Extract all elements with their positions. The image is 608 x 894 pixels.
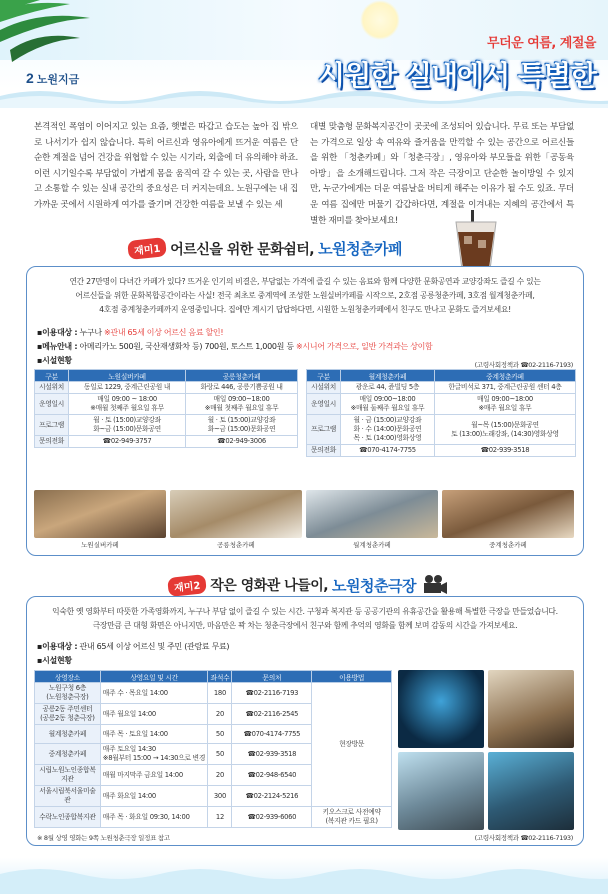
table-cell: 매주 토요일 14:30 ※8월부터 15:00 → 14:30으로 변경: [100, 744, 208, 765]
table-row-label: 공릉2동 주민센터 (공릉2동 청춘극장): [35, 704, 101, 725]
table-row: [307, 445, 576, 457]
table-cell: ☎070-4174-7755: [232, 725, 312, 744]
table-row: [35, 382, 298, 394]
table-header-row: [35, 671, 392, 683]
section2-desc-line2: 극장만큼 큰 대형 화면은 아니지만, 마음만은 꽉 차는 청춘극장에서 친구와 함께 추억의 영화를 함께 보며 감동의 시간을 가져보세요.: [92, 621, 518, 630]
table-cell: 180: [208, 683, 232, 704]
table-row-label: 수락노인종합복지관: [35, 807, 101, 828]
section2-description: [37, 605, 573, 633]
table-cell: 50: [208, 744, 232, 765]
table-header-cell: 월계청춘카페: [341, 370, 435, 382]
table-header-cell: 좌석수: [208, 671, 232, 683]
table-row-label: 노원구청 6층 (노원청춘극장): [35, 683, 101, 704]
photo-theater-4: [488, 752, 574, 830]
table-header-cell: 중계청춘카페: [434, 370, 575, 382]
table-cell: ☎02-948-6540: [232, 765, 312, 786]
table-row-label: 시립노원노인종합복지관: [35, 765, 101, 786]
table-row-label: 시설위치: [307, 382, 341, 394]
intro-right-column: 대별 맞춤형 문화복지공간이 곳곳에 조성되어 있습니다. 무료 또는 부담없는 가격으로 일상 속 여유와 즐거움을 만끽할 수 있는 공간으로 어르신들을 위한 「청춘카페」와「청춘극장」, 영유아와 부모들을 위한「공동육아방」을 소개해드립니다. 그저 작은 극장이고 단순한 놀이방일 수 있지만, 누군가에게는 더운 여름날을 버티게 해주는 이유가 될 수도 있죠. 무더운 여름 집에만 머물기 갑갑하다면, 계절을 이겨내는 지혜의 공간에서 특별한 재미를 찾아보세요!: [310, 122, 574, 226]
section1-table-right: [306, 369, 576, 457]
table-cell: 매주 월요일 14:00: [100, 704, 208, 725]
table-header-cell: 노원실버카페: [69, 370, 186, 382]
section2-target: ▪이용대상 : 관내 65세 이상 어르신 및 주민 (관람료 무료): [37, 642, 230, 651]
table-cell: 12: [208, 807, 232, 828]
table-cell: 월 · 금 (15:00)교양강좌 화 · 수 (14:00)문화공연 목 · 토 (14:00)영화상영: [341, 415, 435, 445]
table-cell: 매일 09:00~18:00 ※매월 첫째주 월요일 휴무: [186, 394, 298, 415]
section2-contact-note: (고령사회정책과 ☎02-2116-7193): [474, 834, 573, 842]
table-row: [35, 807, 392, 828]
section1-description: [37, 275, 573, 317]
table-header-row: [307, 370, 576, 382]
section2-photos: [398, 670, 574, 830]
section1-title-b: 노원청춘카페: [318, 240, 403, 258]
table-header-cell: 문의처: [232, 671, 312, 683]
table-cell: 매주 화요일 14:00: [100, 786, 208, 807]
section2-desc-line1: 익숙한 옛 영화부터 따뜻한 가족영화까지, 누구나 부담 없이 즐길 수 있는 시간. 구청과 복지관 등 공공기관의 유휴공간을 활용해 특별한 극장을 만들었습니다.: [52, 607, 558, 616]
section1-tag: 재미1: [127, 237, 167, 260]
footer-wave: [0, 858, 608, 894]
section2-tag: 재미2: [167, 574, 207, 597]
table-cell: 광운로 44, 쥰빌딩 5층: [341, 382, 435, 394]
table-cell: 화랑로 446, 공릉기쁨공원 내: [186, 382, 298, 394]
table-row-label: 문의전화: [307, 445, 341, 457]
table-cell: ☎02-2116-7193: [232, 683, 312, 704]
section2-status-label: ▪시설현황: [37, 656, 72, 665]
photo-theater-3: [398, 752, 484, 830]
section2-footnote: ※ 8월 상영 영화는 9쪽 노원청춘극장 일정표 참고: [37, 834, 170, 842]
table-cell: 20: [208, 765, 232, 786]
film-camera-icon: [422, 574, 448, 596]
page-subtitle: 무더운 여름, 계절을: [487, 36, 596, 51]
section1-photos: [34, 490, 574, 550]
section1-status-label: ▪시설현황: [37, 356, 72, 365]
table-cell: ☎070-4174-7755: [341, 445, 435, 457]
table-header-cell: 상영장소: [35, 671, 101, 683]
table-row: [307, 382, 576, 394]
table-row-label: 문의전화: [35, 436, 69, 448]
table-cell: 매일 09:00 ~ 18:00 ※매월 첫째주 월요일 휴무: [69, 394, 186, 415]
table-cell: 매일 09:00~18:00 ※매월 둘째주 월요일 휴무: [341, 394, 435, 415]
table-cell: 20: [208, 704, 232, 725]
table-cell: ☎02-949-3757: [69, 436, 186, 448]
section1-desc-line2: 어르신들을 위한 문화복합공간이라는 사실! 전국 최초로 중계역에 조성한 노원실버카페를 시작으로, 2호점 공릉청춘카페, 3호점 월계청춘카페,: [75, 291, 535, 300]
section1-banner: [128, 238, 402, 259]
section-name: 노원지금: [36, 74, 80, 86]
section2-title-b: 노원청춘극장: [332, 576, 416, 595]
table-cell: ☎02-939-6060: [232, 807, 312, 828]
table-row-label: 서울시립북서울미술관: [35, 786, 101, 807]
section-number: 2 노원지금: [26, 70, 80, 86]
photo-wolgye-cafe: 월계청춘카페: [306, 490, 438, 550]
table-cell: ☎02-2116-2545: [232, 704, 312, 725]
section1-menu: ▪메뉴안내 : 아메리카노 500원, 국산재생화차 등) 700원, 토스트 1,000원 등 ※시니어 가격으로, 일반 가격과는 상이함: [37, 342, 433, 351]
table-cell: 매주 목 · 토요일 14:00: [100, 725, 208, 744]
table-cell: 동일로 1229, 중계근린공원 내: [69, 382, 186, 394]
table-cell: 월 · 토 (15:00)교양강좌 화~금 (15:00)문화공연: [69, 415, 186, 436]
table-header-cell: 구분: [307, 370, 341, 382]
section1-desc-line3: 4호점 중계청춘카페까지 운영중입니다. 집에만 계시기 답답하다면, 시원한 노원청춘카페에서 친구도 만나고 문화도 즐겨보세요!: [99, 305, 511, 314]
usage-method-visit: 현장방문: [312, 683, 392, 807]
table-cell: 300: [208, 786, 232, 807]
table-cell: 50: [208, 725, 232, 744]
table-row: [35, 436, 298, 448]
page-title: 시원한 실내에서 특별한: [318, 59, 596, 92]
section1-contact-note: (고령사회정책과 ☎02-2116-7193): [474, 361, 573, 369]
photo-gongneung-cafe: 공릉청춘카페: [170, 490, 302, 550]
iced-coffee-icon: [448, 210, 504, 272]
table-cell: 매주 목 · 화요일 09:30, 14:00: [100, 807, 208, 828]
photo-theater-2: [488, 670, 574, 748]
table-header-cell: 공릉청춘카페: [186, 370, 298, 382]
table-row: [307, 394, 576, 415]
photo-silver-cafe: 노원실버카페: [34, 490, 166, 550]
section2-banner: [168, 574, 448, 596]
table-row-label: 운영일시: [307, 394, 341, 415]
table-row: [35, 415, 298, 436]
intro-left-column: 본격적인 폭염이 이어지고 있는 요즘, 햇볕은 따갑고 습도는 높아 집 밖으로 나서기가 쉽지 않습니다. 특히 어르신과 영유아에게 뜨거운 여름은 단순한 계절을 넘어 건강을 위협할 수 있는 시기라, 외출에 더 유의해야 하죠. 이런 시기일수록 부담없이 가볍게 몸을 움직여 갈 수 있는 곳, 사람을 만나고 소통할 수 있는 실내 공간의 중요성은 더 커지는데요. 노원구에는 내 집 가까운 곳에서 시원하게 여가를 즐기며 건강한 여름을 보낼 수 있는 세: [34, 122, 298, 210]
table-row-label: 프로그램: [35, 415, 69, 436]
table-cell: ☎02-2124-5216: [232, 786, 312, 807]
table-row-label: 프로그램: [307, 415, 341, 445]
section2-table: [34, 670, 392, 828]
table-cell: 월~목 (15:00)문화공연 토 (13:00)노래강좌, (14:30)영화상영: [434, 415, 575, 445]
sun-glow: [360, 0, 400, 40]
table-row-label: 월계청춘카페: [35, 725, 101, 744]
table-cell: 월 · 토 (15:00)교양강좌 화~금 (15:00)문화공연: [186, 415, 298, 436]
table-header-cell: 구분: [35, 370, 69, 382]
photo-theater-1: [398, 670, 484, 748]
table-header-cell: 이용방법: [312, 671, 392, 683]
table-row-label: 운영일시: [35, 394, 69, 415]
table-cell: ☎02-939-3518: [232, 744, 312, 765]
table-cell: 매일 09:00~18:00 ※매주 월요일 휴무: [434, 394, 575, 415]
section1-desc-line1: 연간 27만명이 다녀간 카페가 있다? 뜨거운 인기의 비결은, 부담없는 가격에 즐길 수 있는 음료와 함께 다양한 문화공연과 교양강좌도 즐길 수 있는: [69, 277, 541, 286]
table-cell: ☎02-939-3518: [434, 445, 575, 457]
photo-junggye-cafe: 중계청춘카페: [442, 490, 574, 550]
table-cell: 매월 마지막주 금요일 14:00: [100, 765, 208, 786]
usage-method-kiosk: 키오스크로 사전예약 (복지관 카드 필요): [312, 807, 392, 828]
section1-target: ▪이용대상 : 누구나 ※관내 65세 이상 어르신 음료 할인!: [37, 328, 224, 337]
header: [0, 0, 608, 112]
section2-title-a: 작은 영화관 나들이,: [210, 578, 329, 594]
section1-title-a: 어르신을 위한 문화쉼터,: [170, 241, 315, 258]
table-cell: ☎02-949-3006: [186, 436, 298, 448]
table-header-row: [35, 370, 298, 382]
table-row: [307, 415, 576, 445]
table-row: [35, 394, 298, 415]
table-row-label: 중계청춘카페: [35, 744, 101, 765]
table-row: [35, 683, 392, 704]
table-cell: 매주 수 · 목요일 14:00: [100, 683, 208, 704]
table-header-cell: 상영요일 및 시간: [100, 671, 208, 683]
table-cell: 한글비석로 371, 중계근린공원 센터 4층: [434, 382, 575, 394]
table-row-label: 시설위치: [35, 382, 69, 394]
palm-leaves-icon: [0, 0, 110, 70]
section1-table-left: [34, 369, 298, 448]
